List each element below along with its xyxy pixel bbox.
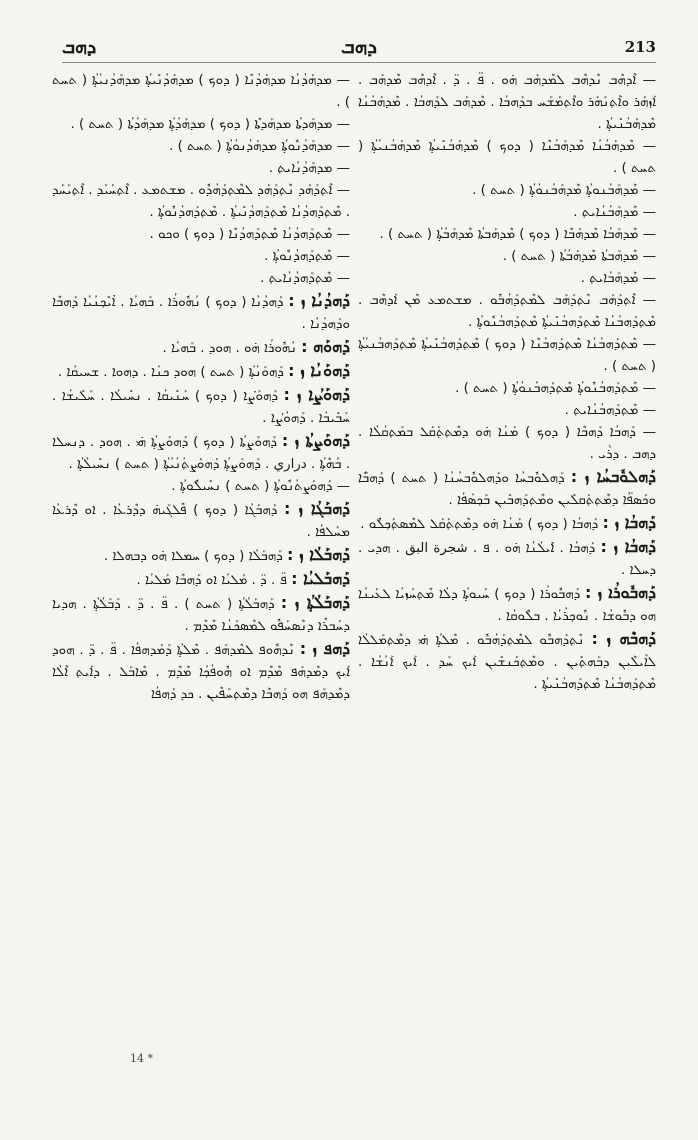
subentry — [358, 400, 656, 422]
entry-headword: ܕܰܗܕܳܢܳܐ ܙ : — [288, 291, 350, 310]
entry-text: ܕܰܗܕܳܢܳܐ ( ܕܘܟ ) ܢܳܗܽܘܪܳܐ . ܒܰܗܝܳܐ . ܐܳܝܺܟ̣ܢܳܝܳܐ ܕܰܗܒܶܐ ܘܕܰܗܕܳܢܳܐ . — [52, 295, 350, 332]
entry-text: ܕܰܗܒܰܠܳܐ ( ܕܘܟ ) ܚܡܠܐ ܗ̇ܘ ܕܒܗܠܐ . — [103, 549, 283, 564]
subentry — [358, 378, 656, 400]
header-rule — [62, 62, 656, 63]
entry-text: — ܡܕܗܰܕܬܳܐ ܡܕܗܰܕܬܶܐ ( ܕܘܟ ) ܡܕܗܰܕܳܬ̣ܳܐ ܡܕܗܰܕܳܬܳܐ ( ܬܚܬ ) . — [70, 117, 350, 132]
page-header — [62, 34, 656, 60]
dictionary-entry — [52, 592, 350, 638]
entry-text: — ܡܶܬ̣ܕܰܗܒܳܢܽܘܬ̣ܳܐ ܡܶܬ̣ܕܰܗܒܳܢܘܳܬ̣ܳܐ ( ܬܚܬ ) . — [455, 381, 656, 396]
entry-headword: ܕܰܗܘܰܢܳܐ ܙ : — [288, 361, 350, 380]
dictionary-entry — [358, 628, 656, 696]
entry-text: ܕܰܗܘܰܢܳܬ̣ܳܐ ( ܬܚܬ ) ܗܘܕ ܟܢܳܐ . ܕܗܘܐ . ܫܚܝܩܳܐ . — [57, 365, 284, 380]
subentry — [358, 136, 656, 180]
entry-headword: ܕܰܗܒܰܓܳܐ ܙ : — [284, 499, 350, 518]
dictionary-entry — [358, 536, 656, 582]
subentry — [52, 70, 350, 114]
subentry — [358, 268, 656, 290]
entry-text: — ܡܕܗܰܕܳܢܳܐ ܡܕܗܰܕܳܢܶܐ ( ܕܘܟ ) ܡܕܗܰܕܳܢܺܝܬ̣ܳܐ ܡܕܗܰܕܳܢܝܳܬ̣ܳܐ ( ܬܚܬ ) . — [52, 73, 350, 110]
subentry — [52, 158, 350, 180]
entry-headword: ܕܰܗܘܰܗ : — [301, 337, 350, 356]
entry-text: — ܡܶܬ̣ܕܰܗܒܳܢܳܐܝܬ̣ . — [564, 403, 656, 418]
entry-headword: ܕܰܗܠܘܽܒܚܳܐ ܙ : — [570, 467, 656, 486]
entry-text: — ܡܶܕܗܰܒܬܳܐ ܡܶܕܗܰܒܳܬܳܐ ( ܬܚܬ ) . — [502, 249, 656, 264]
subentry — [52, 476, 350, 498]
entry-text: ܢܳܗܽܘܪܳܐ ܗ̇ܘ . ܗܘܕ . ܒܰܗܝܳܐ . — [162, 341, 297, 356]
entry-text: ܕܰܗܒܰܠܳܬ̣ܳܐ ( ܬܚܬ ) . ܦ̈ . ܕ̈ . ܕܰܒܰܠܳܬ̣ܳܐ . ܗܕܝܐ ܕܚܰܒܪܶܐ ܕܢܶܣܚܰܦܽܘ ܠܡܶܣܟܰܢܳܐ ܡܶܕܶܡ . — [52, 597, 350, 634]
entry-headword: ܕܰܗܒܰܠܝܳܐ : — [291, 569, 350, 588]
entry-text: — ܡܶܬ̣ܕܰܗܕܳܢܳܐ ܡܶܬ̣ܕܰܗܕܳܢܶܐ ( ܕܘܟ ) ܘܟܘ . — [149, 227, 350, 242]
entry-headword: ܕܰܗܒܰܠܳܬ̣ܳܐ ܙ : — [280, 593, 350, 612]
entry-text: — ܕܰܗܒܳܐ ܕܰܗܒܶܐ ( ܕܘܟ ) ܡܰܢܳܐ ܗ̇ܘ ܕܡܶܬ̣ܬ̣ܰܩܰܠ ܒܡܰܬ̣ܩܳܠܳܐ . ܕܗܒ . ܕܪܵܝ . — [358, 425, 656, 462]
page-number: 213 — [624, 38, 656, 56]
entry-text: — ܡܶܬ̣ܕܰܗܕܳܢܽܘܬ̣ܳܐ . — [264, 249, 350, 264]
entry-text: — ܕܰܗܘܰܨܬܳܢܽܘܬ̣ܳܐ ( ܬܚܬ ) ܢܚܺܝܠܽܘܬ̣ܳܐ . — [171, 479, 350, 494]
right-column — [358, 70, 656, 696]
entry-headword: ܕܰܗܒܰܠܳܐ ܙ : — [287, 545, 350, 564]
entry-headword: ܕܰܗܦ ܙ : — [299, 639, 351, 658]
header-left-mark: ܕܗܒ — [62, 36, 97, 58]
entry-text: ܕܰܗܘܰܨܬܳܐ ( ܕܘܟ ) ܕܰܗܘܰܨܬ̣ܳܐ ܗ̇ܝ . ܗܘܕ . ܕܢܚܠܐ . ܒܳܗܶܬ̣ܳܐ . دراري . ܕܰܗܘܰܨܬ̣ܳܐ ܕܰܗܘܰܨܬ̣ܳܢܳܝܳܬ̣ܳܐ ( ܬܚܬ ) ܢܚܺܝܠܳܬ̣ܳܐ . — [52, 435, 350, 472]
entry-text: — ܡܶܬ̣ܕܰܗܒܳܢܳܐ ܡܶܬ̣ܕܰܗܒܳܢܶܐ ( ܕܘܟ ) ܡܶܬ̣ܕܰܗܒܳܢܺܝܬ̣ܳܐ ܡܶܬ̣ܕܰܗܒܳܢܝܳܬ̣ܳܐ ( ܬܚܬ ) . — [358, 337, 656, 374]
entry-text: ܢܶܬ̣ܕܰܗܒܽܘ ܠܡܶܬ̣ܕܰܗܳܒܽܘ . ܡܶܠܬ̣ܳܐ ܗ̇ܝ ܕܡܶܬ̣ܡܰܠܠܳܐ ܠܐܰܝܠܶܝܢ ܕܒܰܗܬ̣ܺܝܢ . ܘܡܶܬ̣ܟܰܢܫܺܝܢ ܐܰܝܟ ܚܰܕ . ܐܰܝܟ ܐܰܢܳܫܳܐ . ܡܶܬ̣ܕܰܗܒܳܢܳܐ ܡܶܬ̣ܕܰܗܒܳܢܺܝܬ̣ܳܐ . — [358, 633, 656, 692]
dictionary-entry — [52, 498, 350, 544]
dictionary-entry — [52, 638, 350, 706]
subentry — [358, 224, 656, 246]
entry-text: — ܐܶܬ̣ܕܰܗܰܒ ܢܶܬ̣ܕܰܗܰܒ ܠܡܶܬ̣ܕܰܗܳܒܽܘ . ܡܫܬܡܥ ܡܶܢ ܐܰܕܗܶܒ . ܡܶܬ̣ܕܰܗܒܳܢܳܐ ܡܶܬ̣ܕܰܗܒܳܢܺܝܬ̣ܳܐ ܡܶܬ̣ܕܰܗܒܳܢܽܘܬ̣ܳܐ . — [358, 293, 656, 330]
subentry — [358, 246, 656, 268]
entry-headword: ܕܰܗܒܳܐ ܙ : — [600, 537, 656, 556]
entry-headword: ܕܰܗܘܰܨܬܳܐ ܙ : — [281, 431, 350, 450]
entry-text: ܕܰܗܒܽܘܪܳܐ ( ܕܘܟ ) ܚܰܝܘܬ̣ܳܐ ܕܠܳܐ ܡܶܬ̣ܚܰܙܝܳܐ ܠܥܰܝܢܳܐ ܗܘ ܕܒܽܘܫܳܐ . ܢܽܘܟ̣ܪܳܝܳܐ . ܒܠܽܘܩܳܐ . — [358, 587, 656, 624]
left-column — [52, 70, 350, 706]
dictionary-entry — [358, 466, 656, 512]
entry-text: — ܡܶܕܗܰܒܳܢܳܐܝܬ̣ . — [573, 205, 656, 220]
subentry — [358, 70, 656, 136]
entry-text: — ܡܶܕܗܰܒܳܢܘܬ̣ܳܐ ܡܶܕܗܰܒܳܢܘܳܬ̣ܳܐ ( ܬܚܬ ) . — [472, 183, 656, 198]
entry-text: ܕܰܗܒܳܐ ( ܕܘܟ ) ܡܰܢܳܐ ܗ̇ܘ ܕܡܶܬ̣ܬ̣ܰܩܰܠ ܠܡܶܣܬ̣ܰܟ̣ܠܽܘ . — [360, 517, 599, 532]
entry-text: — ܡܕܗܰܕܳܢܳܐܝܬ̣ . — [268, 161, 350, 176]
entry-text: ܕܰܗܒܳܐ . ܐܺܝܠܳܢܳܐ ܗ̇ܘ . ܦ . شجرة البق . ܗܕܝ . ܕܚܠܐ . — [358, 541, 656, 578]
dictionary-entry — [52, 544, 350, 568]
dictionary-entry — [358, 582, 656, 628]
entry-text: — ܐܶܬ̣ܕܰܗܰܕ ܢܶܬ̣ܕܰܗܰܕ ܠܡܶܬ̣ܕܰܗܳܕܽܘ . ܡܫܬܡܥ . ܐܶܬ̣ܚܰܝܰܕ . ܐܶܬ̣ܝܰܚܰܕ . ܡܶܬ̣ܕܰܗܕܳܢܳܐ ܡܶܬ̣ܕܰܗܕܳܢܺܝܬ̣ܳܐ . ܡܶܬ̣ܕܰܗܕܳܢܽܘܬ̣ܳܐ . — [52, 183, 350, 220]
entry-text: — ܡܶܬ̣ܕܰܗܕܳܢܳܐܝܬ̣ . — [260, 271, 350, 286]
subentry — [52, 114, 350, 136]
dictionary-entry — [52, 290, 350, 336]
subentry — [52, 224, 350, 246]
entry-headword: ܕܰܗܘܰܨܳܐ ܙ : — [283, 385, 350, 404]
entry-text: — ܡܶܕܗܰܒܳܐ ܡܶܕܗܰܒܶܐ ( ܕܘܟ ) ܡܶܕܗܰܒܬܳܐ ܡܶܕܗܰܒܳܬ̣ܳܐ ( ܬܚܬ ) . — [379, 227, 656, 242]
entry-headword: ܕܰܗܒܽܘܪܳܐ ܙ : — [585, 583, 656, 602]
dictionary-entry — [52, 430, 350, 476]
entry-text: ܢܶܕܗܽܘܦ ܠܡܶܕܗܰܦ . ܡܶܠܬ̣ܳܐ ܕܰܡܰܕܗܦܳܐ . ܦ̈ . ܕ̈ . ܗܘܕ ܐܰܝܟ ܕܡܶܕܗܰܦ ܡܶܕܶܡ ܐܘ ܗܽܘܦܳܟ̣ܳܐ ܡܶܕܶܡ . ܡܶܐܒܰܠ . ܕܐܰܝܬ̣ ܐܶܠܳܐ ܕܡܶܕܗܰܦ ܗܘ ܕܰܗܒܶܐ ܕܡܶܬ̣ܚܰܦܶܝܢ . ܟܕ ܕܰܗܦܳܐ — [52, 643, 350, 702]
dictionary-entry — [52, 336, 350, 360]
subentry — [358, 180, 656, 202]
subentry — [52, 268, 350, 290]
dictionary-entry — [52, 360, 350, 384]
entry-text: — ܡܶܕܗܰܒܳܢܳܐ ܡܶܕܗܰܒܳܢܶܐ ( ܕܘܟ ) ܡܶܕܗܰܒܳܢܺܝܬ̣ܳܐ ܡܶܕܗܰܒܳܢܝܳܬ̣ܳܐ ( ܬܚܬ ) . — [358, 139, 656, 176]
entry-text: ܕܰܗܒܰܓܳܐ ( ܕܘܟ ) ܦܶܠܓܰܝܗ̇ ܕܕܶܪܥܳܐ . ܐܘ ܕܶܪܥܳܐ ܡܚܰܠܦܳܐ . — [52, 503, 350, 540]
entry-text: — ܐܶܕܗܶܒ ܢܶܕܗܶܒ ܠܡܶܕܗܰܒ ܗ̇ܘ . ܦ̈ . ܕ̈ . ܐܶܕܗܶܒ ܡܶܕܗܰܒ . ܐܰܙܗܰܪ ܘܐܶܬ̣ܢܰܗܰܪ ܘܐܶܬ̣ܡܰܫܰܚ ܒܕܰܗܒܳܐ . ܡܶܕܗܰܒ ܠܕܰܗܒܳܐ . ܡܶܕܗܰܒܳܢܳܐ ܡܶܕܗܰܒܳܢܺܝܬ̣ܳܐ . — [358, 73, 656, 132]
subentry — [358, 290, 656, 334]
entry-text: ܕܰܗܠܘܽܒܚܳܐ ܘܕܰܗܠܘܽܒܚܳܢܳܐ ( ܬܚܬ ) ܕܰܗܒ̈ܳܐ ܘܟܰܣܦ̈ܳܐ ܕܡܶܬ̣ܬ̣ܰܩܠܺܝܢ ܘܡܶܬ̣ܕܰܗܒܺܝܢ ܒܰܟ̣ܣܳܦܳܐ . — [358, 471, 656, 508]
entry-text: — ܡܶܕܗܰܒܳܐܝܬ̣ . — [580, 271, 656, 286]
subentry — [358, 202, 656, 224]
entry-headword: ܕܰܗܒܶܗ ܙ : — [591, 629, 656, 648]
signature-mark: 14 * — [130, 1052, 153, 1065]
running-head: ܕܗܒ — [340, 34, 378, 58]
entry-text: ܦ̈ . ܕ̈ . ܡܰܠܝܳܐ ܐܘ ܕܰܗܒܶܐ ܡܰܠܝܳܐ . — [136, 573, 287, 588]
subentry — [358, 422, 656, 466]
entry-headword: ܕܰܗܒܳܐ ܙ : — [602, 513, 656, 532]
entry-text: ܕܰܗܘܰܨܳܐ ( ܕܘܟ ) ܚܰܢܺܝܩܳܐ . ܢܚܺܝܠܳܐ . ܚܰܠܺܝܫܳܐ . ܚܰܒܺܝܒܳܐ . ܕܰܗܘܳܨܳܐ . — [52, 389, 350, 426]
subentry — [52, 246, 350, 268]
dictionary-entry — [52, 384, 350, 430]
dictionary-entry — [358, 512, 656, 536]
subentry — [358, 334, 656, 378]
subentry — [52, 136, 350, 158]
entry-text: — ܡܕܗܰܕܳܢܽܘܬ̣ܳܐ ܡܕܗܰܕܳܢܘܳܬ̣ܳܐ ( ܬܚܬ ) . — [169, 139, 350, 154]
dictionary-entry — [52, 568, 350, 592]
subentry — [52, 180, 350, 224]
